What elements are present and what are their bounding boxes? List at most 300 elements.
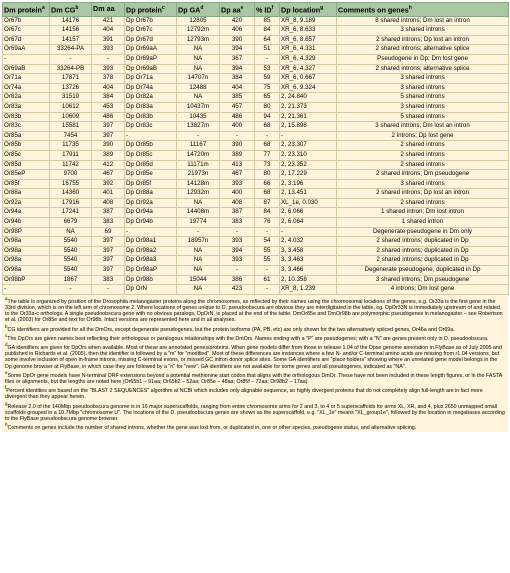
table-cell: 393 — [92, 45, 125, 55]
table-body — [3, 16, 509, 294]
table-cell: 2, 10.358 — [280, 275, 337, 285]
table-cell: 4 introns; Dm lost gene — [337, 285, 509, 295]
table-cell: Pseudogene in Dp; Dm lost gene — [337, 54, 509, 64]
table-cell: 5 shared introns — [337, 112, 509, 122]
table-cell: 33264-PA — [50, 45, 92, 55]
table-cell: 413 — [220, 160, 255, 170]
table-cell: - — [125, 131, 177, 141]
table-cell: - — [255, 266, 280, 276]
footnote — [5, 370, 505, 385]
table-cell: Dp Or98a2 — [125, 246, 177, 256]
table-cell: 397 — [92, 131, 125, 141]
table-cell: 367 — [220, 54, 255, 64]
table-cell: 394 — [220, 45, 255, 55]
table-row — [3, 170, 509, 180]
table-cell: Dp Or88a — [125, 189, 177, 199]
table-cell: Dp Or71a — [125, 74, 177, 84]
table-cell: - — [50, 54, 92, 64]
table-row — [3, 16, 509, 26]
table-cell: 13827m — [177, 122, 220, 132]
column-header — [125, 3, 177, 17]
table-cell: Or85d — [3, 160, 50, 170]
gene-table-figure — [2, 2, 508, 432]
column-header — [220, 3, 255, 17]
table-cell: 387 — [220, 208, 255, 218]
table-cell: Or88a — [3, 189, 50, 199]
footnote — [5, 296, 505, 324]
table-cell: 68 — [255, 122, 280, 132]
footnote-mark: h — [5, 422, 8, 428]
column-header-footnote-mark: d — [200, 5, 204, 11]
table-cell: Or67d — [3, 35, 50, 45]
table-cell: 11171m — [177, 160, 220, 170]
table-cell: - — [255, 131, 280, 141]
column-header-footnote-mark: a — [41, 5, 45, 11]
table-cell: 3, 3.466 — [280, 266, 337, 276]
table-cell: 404 — [92, 26, 125, 36]
table-cell: Or98a — [3, 266, 50, 276]
table-cell: Dp Or69aP — [125, 54, 177, 64]
table-row — [3, 141, 509, 151]
table-cell: 6679 — [50, 218, 92, 228]
footnote-mark: e — [5, 369, 8, 375]
table-cell: 2, 21.361 — [280, 112, 337, 122]
table-cell: 423 — [220, 285, 255, 295]
table-cell: 73 — [255, 160, 280, 170]
table-cell: Or94a — [3, 208, 50, 218]
table-cell: 80 — [255, 170, 280, 180]
footnote-mark: c — [5, 332, 8, 338]
table-cell: NA — [177, 246, 220, 256]
table-cell: 401 — [92, 189, 125, 199]
table-cell: 3 shared introns — [337, 74, 509, 84]
table-cell: 420 — [220, 16, 255, 26]
table-cell: Or98a — [3, 256, 50, 266]
table-cell: 55 — [255, 246, 280, 256]
table-row — [3, 237, 509, 247]
table-cell: 393 — [92, 64, 125, 74]
table-cell: XR_6, 8.633 — [280, 26, 337, 36]
table-cell: 397 — [92, 237, 125, 247]
table-cell: 7454 — [50, 131, 92, 141]
table-cell: 397 — [92, 266, 125, 276]
table-cell: Dp Or82a — [125, 93, 177, 103]
footnotes — [2, 295, 508, 432]
table-cell: NA — [177, 198, 220, 208]
table-cell: Dp Or83b — [125, 112, 177, 122]
table-cell: Degenerate pseudogene in Dm only — [337, 227, 509, 237]
table-cell: XR_6, 4.327 — [280, 64, 337, 74]
table-cell: 8 shared introns; Dm lost an intron — [337, 16, 509, 26]
table-cell: 384 — [220, 74, 255, 84]
table-cell: 18957n — [177, 237, 220, 247]
table-cell: 2, 6.064 — [280, 218, 337, 228]
table-cell: Or85c — [3, 150, 50, 160]
table-cell: 397 — [92, 122, 125, 132]
table-cell: - — [3, 54, 50, 64]
table-cell: 15581 — [50, 122, 92, 132]
table-cell: 3 shared introns — [337, 26, 509, 36]
table-row — [3, 83, 509, 93]
table-cell: 390 — [220, 35, 255, 45]
table-cell: NA — [177, 266, 220, 276]
table-cell: 5540 — [50, 256, 92, 266]
table-row — [3, 64, 509, 74]
table-cell: 389 — [220, 150, 255, 160]
table-row — [3, 256, 509, 266]
table-cell: 12805 — [177, 16, 220, 26]
column-header-footnote-mark: c — [161, 5, 165, 11]
table-cell: 66 — [255, 179, 280, 189]
table-cell: 2, 23.307 — [280, 141, 337, 151]
table-cell: XR_8, 9.189 — [280, 16, 337, 26]
footnote — [5, 324, 505, 333]
table-cell: Dp Or67d — [125, 35, 177, 45]
table-row — [3, 131, 509, 141]
table-cell: Dp Or94b — [125, 218, 177, 228]
table-cell: 11167 — [177, 141, 220, 151]
table-cell: XR_6, 0.667 — [280, 74, 337, 84]
table-cell: Dp Or85f — [125, 179, 177, 189]
table-cell: 2 shared introns; Dm pseudogene — [337, 170, 509, 180]
column-header-label: Dp aa — [221, 5, 241, 15]
table-cell: 54 — [255, 237, 280, 247]
footnote-mark: g — [5, 400, 8, 406]
table-cell: 84 — [255, 26, 280, 36]
table-cell: 2, 6.066 — [280, 208, 337, 218]
table-cell: 87 — [255, 198, 280, 208]
table-cell: 3 shared introns; Dm pseudogene — [337, 275, 509, 285]
table-row — [3, 26, 509, 36]
table-cell: 394 — [220, 246, 255, 256]
column-header-footnote-mark: g — [320, 5, 324, 11]
table-cell: XR_8, 1.239 — [280, 285, 337, 295]
orthology-table — [2, 2, 509, 295]
table-cell: 393 — [220, 256, 255, 266]
table-row — [3, 246, 509, 256]
table-cell: 384 — [92, 93, 125, 103]
table-cell: - — [220, 131, 255, 141]
table-cell: NA — [177, 45, 220, 55]
table-cell: 19774 — [177, 218, 220, 228]
table-cell: 1 shared intron — [337, 218, 509, 228]
table-cell: 12932m — [177, 189, 220, 199]
table-cell: 53 — [255, 64, 280, 74]
table-cell: 9700 — [50, 170, 92, 180]
table-cell: Or74a — [3, 83, 50, 93]
table-cell: Or85a — [3, 131, 50, 141]
table-cell: 12792m — [177, 26, 220, 36]
table-row — [3, 189, 509, 199]
table-row — [3, 160, 509, 170]
table-cell: 1 shared intron; Dm lost intron — [337, 208, 509, 218]
table-cell: 5 shared introns — [337, 93, 509, 103]
table-cell: Or71a — [3, 74, 50, 84]
table-cell: 16755 — [50, 179, 92, 189]
table-cell: 2 shared introns — [337, 150, 509, 160]
table-cell: 11735 — [50, 141, 92, 151]
table-cell: 404 — [92, 83, 125, 93]
table-cell: - — [255, 227, 280, 237]
table-cell: 5540 — [50, 246, 92, 256]
table-cell: 33264-PB — [50, 64, 92, 74]
table-row — [3, 112, 509, 122]
table-row — [3, 35, 509, 45]
column-header-footnote-mark: e — [240, 5, 244, 11]
table-cell: 15044 — [177, 275, 220, 285]
table-cell: 2 shared introns — [337, 198, 509, 208]
table-cell: 408 — [220, 198, 255, 208]
table-cell: 383 — [92, 218, 125, 228]
column-header-label: % ID — [256, 5, 272, 15]
table-cell: Dp Or98a1 — [125, 237, 177, 247]
column-header-footnote-mark: h — [408, 5, 412, 11]
table-cell: 457 — [220, 102, 255, 112]
table-cell: Or98a — [3, 237, 50, 247]
table-cell: 393 — [220, 179, 255, 189]
table-cell: 14176 — [50, 16, 92, 26]
table-cell: - — [255, 54, 280, 64]
table-cell: 378 — [92, 74, 125, 84]
table-cell: 3, 3.458 — [280, 246, 337, 256]
table-cell: Dp Or85b — [125, 141, 177, 151]
footnote — [5, 333, 505, 342]
table-cell: 2, 13.451 — [280, 189, 337, 199]
table-cell: Or67c — [3, 26, 50, 36]
table-cell: XR_6, 4.331 — [280, 45, 337, 55]
table-cell: 14720m — [177, 150, 220, 160]
table-cell: 412 — [92, 160, 125, 170]
table-cell: 2 shared introns; alternative splice — [337, 64, 509, 74]
table-cell: 2 shared introns; alternative splice — [337, 45, 509, 55]
table-cell: Dp Or85c — [125, 150, 177, 160]
table-cell: 94 — [255, 112, 280, 122]
table-row — [3, 208, 509, 218]
table-cell: 2, 3.196 — [280, 179, 337, 189]
footnote — [5, 422, 505, 431]
table-cell: 10609 — [50, 112, 92, 122]
table-cell: - — [125, 227, 177, 237]
table-cell: 467 — [220, 170, 255, 180]
table-cell: 385 — [220, 93, 255, 103]
table-cell: 17871 — [50, 74, 92, 84]
table-cell: Dp OrN — [125, 285, 177, 295]
table-row — [3, 179, 509, 189]
table-cell: 64 — [255, 35, 280, 45]
table-cell: 2 shared introns; Dp lost an intron — [337, 189, 509, 199]
table-cell: 390 — [220, 141, 255, 151]
table-cell: Degenerate pseudogene; duplicated in Dp — [337, 266, 509, 276]
column-header-footnote-mark: b — [75, 5, 79, 11]
column-header-label: Dm protein — [4, 5, 42, 15]
table-cell: 3 shared introns; Dm lost an intron — [337, 122, 509, 132]
table-cell: NA — [177, 54, 220, 64]
table-cell: 408 — [92, 198, 125, 208]
column-header-label: Dp protein — [126, 5, 162, 15]
table-row — [3, 218, 509, 228]
column-header — [3, 3, 50, 17]
table-cell: 400 — [220, 122, 255, 132]
table-cell: - — [3, 285, 50, 295]
table-cell: 69 — [92, 227, 125, 237]
table-row — [3, 122, 509, 132]
footnote — [5, 385, 505, 400]
table-cell: Dp Or85e — [125, 170, 177, 180]
column-header-label: Dp GA — [178, 5, 201, 15]
table-cell: Dp Or67c — [125, 26, 177, 36]
table-cell: 12488 — [177, 83, 220, 93]
table-row — [3, 150, 509, 160]
table-cell: Dp Or98a3 — [125, 256, 177, 266]
table-cell: 400 — [220, 189, 255, 199]
table-cell: 65 — [255, 93, 280, 103]
table-cell: 2, 23.352 — [280, 160, 337, 170]
table-cell: 68 — [255, 189, 280, 199]
table-cell: 397 — [92, 256, 125, 266]
table-cell: - — [177, 131, 220, 141]
table-cell: 3, 3.463 — [280, 256, 337, 266]
table-cell: 2, 24.840 — [280, 93, 337, 103]
table-cell: 80 — [255, 102, 280, 112]
table-cell: 2 shared introns; duplicated in Dp — [337, 237, 509, 247]
table-cell: NA — [177, 64, 220, 74]
footnote-mark: a — [5, 295, 8, 301]
table-cell: 55 — [255, 256, 280, 266]
table-cell: Or83c — [3, 122, 50, 132]
table-cell: 383 — [220, 218, 255, 228]
table-cell: Or94b — [3, 218, 50, 228]
table-cell: 13726 — [50, 83, 92, 93]
table-row — [3, 275, 509, 285]
table-cell: Dp Or85d — [125, 160, 177, 170]
table-cell: - — [92, 54, 125, 64]
table-cell: Or85b — [3, 141, 50, 151]
table-cell: Dp Or83a — [125, 102, 177, 112]
column-header — [280, 3, 337, 17]
table-cell: - — [220, 266, 255, 276]
column-header-label: Dm CG — [51, 5, 76, 15]
table-cell: Dp Or67b — [125, 16, 177, 26]
table-cell: 2 shared introns; Dp lost an intron — [337, 35, 509, 45]
table-cell: Dp Or69aB — [125, 64, 177, 74]
table-cell: Dp Or74a — [125, 83, 177, 93]
table-cell: 391 — [92, 35, 125, 45]
table-cell: Or82a — [3, 93, 50, 103]
table-cell: 2, 21.373 — [280, 102, 337, 112]
table-cell: Dp Or92a — [125, 198, 177, 208]
column-header-label: Comments on genes — [338, 5, 409, 15]
table-row — [3, 102, 509, 112]
table-cell: Or85f — [3, 179, 50, 189]
footnote-text: The DpOrs are given names best reflecting their orthologous or paralogous relationships with the DmOrs. Names ending with a "P" are pseudogenes; with a "N" are genes present only in D. pseudoobscura. — [7, 335, 489, 342]
table-cell: 386 — [220, 275, 255, 285]
table-cell: Or85eP — [3, 170, 50, 180]
table-cell: - — [50, 285, 92, 295]
table-cell: 390 — [92, 141, 125, 151]
table-cell: 383 — [92, 275, 125, 285]
table-cell: 11742 — [50, 160, 92, 170]
table-row — [3, 227, 509, 237]
table-row — [3, 54, 509, 64]
footnote-text: Some DpOr gene models have N-terminal ORF extensions beyond a potential methionine start codon that aligns with the orthologous DmOr. These have not been included in these length figures, or in the FASTA files or alignments, but the lengths are noted here (Or65b1 – 91aa; Or65b2 – 52aa; Or85e – 48aa; Or85f – 72aa; Or98b2 – 17aa). — [5, 372, 502, 385]
table-cell: 14128m — [177, 179, 220, 189]
table-cell: 2 shared introns — [337, 160, 509, 170]
table-cell: - — [280, 131, 337, 141]
table-row — [3, 198, 509, 208]
table-cell: 14707n — [177, 74, 220, 84]
table-cell: 406 — [220, 26, 255, 36]
footnote-text: Release 2.0 of the 140Mbp pseudoobscura genome is in 16 major superscaffolds, ranging from entire chromosome arms for 2 and 3, to 4 or 5 superscaffolds for arms XL, XR, and 4, plus 2650 unmapped small scaffolds grouped in a 10.7Mbp "chromosome U". The locations of the D. pseudoobscura genes are shown as the superscaffold, e.g. "XL_1e" means "XL_group1e", followed by the location in megabases according to the FlyBase pseudoobscura genome browser. — [5, 403, 505, 422]
table-cell: 393 — [220, 237, 255, 247]
table-cell: 2, 17.229 — [280, 170, 337, 180]
table-cell: 76 — [255, 218, 280, 228]
table-cell: NA — [177, 256, 220, 266]
table-cell: 51 — [255, 45, 280, 55]
table-cell: XR_6, 4.329 — [280, 54, 337, 64]
table-cell: NA — [50, 227, 92, 237]
table-cell: 21973n — [177, 170, 220, 180]
column-header-label: Dp location — [281, 5, 321, 15]
table-cell: 2, 23.310 — [280, 150, 337, 160]
table-row — [3, 45, 509, 55]
table-cell: 3 shared introns — [337, 83, 509, 93]
table-cell: Or69aA — [3, 45, 50, 55]
table-cell: Or92a — [3, 198, 50, 208]
table-cell: 17911 — [50, 150, 92, 160]
table-cell: 14157 — [50, 35, 92, 45]
table-cell: Dp Or69aA — [125, 45, 177, 55]
column-header — [92, 3, 125, 17]
table-row — [3, 74, 509, 84]
table-cell: Or83a — [3, 102, 50, 112]
table-cell: 486 — [220, 112, 255, 122]
table-cell: 77 — [255, 150, 280, 160]
table-cell: Or69aB — [3, 64, 50, 74]
table-cell: Or98a — [3, 246, 50, 256]
table-cell: 453 — [92, 102, 125, 112]
column-header — [50, 3, 92, 17]
footnote-mark: b — [5, 323, 8, 329]
column-header-label: Dm aa — [93, 4, 115, 14]
table-cell: 421 — [92, 16, 125, 26]
table-header-row — [3, 3, 509, 17]
table-cell: 3 shared introns — [337, 102, 509, 112]
table-cell: - — [255, 285, 280, 295]
table-cell: 389 — [92, 150, 125, 160]
footnote-mark: f — [5, 385, 7, 391]
table-cell: Dp Or98b — [125, 275, 177, 285]
table-cell: 10435 — [177, 112, 220, 122]
table-cell: 5540 — [50, 237, 92, 247]
table-cell: 2, 4.032 — [280, 237, 337, 247]
table-cell: NA — [177, 93, 220, 103]
column-header — [177, 3, 220, 17]
table-cell: 394 — [220, 64, 255, 74]
table-cell: 14360 — [50, 189, 92, 199]
table-cell: 85 — [255, 16, 280, 26]
footnote-text: GA identifiers are given for DpOrs when available. Most of these are annotated genes/proteins. When gene models differ from those in release 1.04 of the Dpse genome annotation in FlyBase as of July 2005 and published in Richards et al. (2005), then the identifier is followed by a "m" for "modified". Most of these differences are instances where a few N- and/or C-terminal amino acids are missing from r1.04 versions, but some involve inclusion of open in-frame introns, missing C-terminal exons, or missed GC intron donor splice sites. Some GA identifiers are "place holders" showing where an unrelated gene model belongs in the Dp genome browser at FlyBase, in which case they are followed by a "n" for "new". GA identifiers are not available for some genes and all pseudogenes, indicated as "NA". — [5, 344, 502, 370]
table-cell: 392 — [92, 179, 125, 189]
table-cell: Or98bP — [3, 275, 50, 285]
table-cell: - — [280, 227, 337, 237]
footnote-mark: d — [5, 341, 8, 347]
table-row — [3, 266, 509, 276]
table-cell: 10612 — [50, 102, 92, 112]
table-cell: 14156 — [50, 26, 92, 36]
table-cell: 2 shared introns; duplicated in Dp — [337, 246, 509, 256]
table-cell: 2, 15.898 — [280, 122, 337, 132]
table-cell: 467 — [92, 170, 125, 180]
